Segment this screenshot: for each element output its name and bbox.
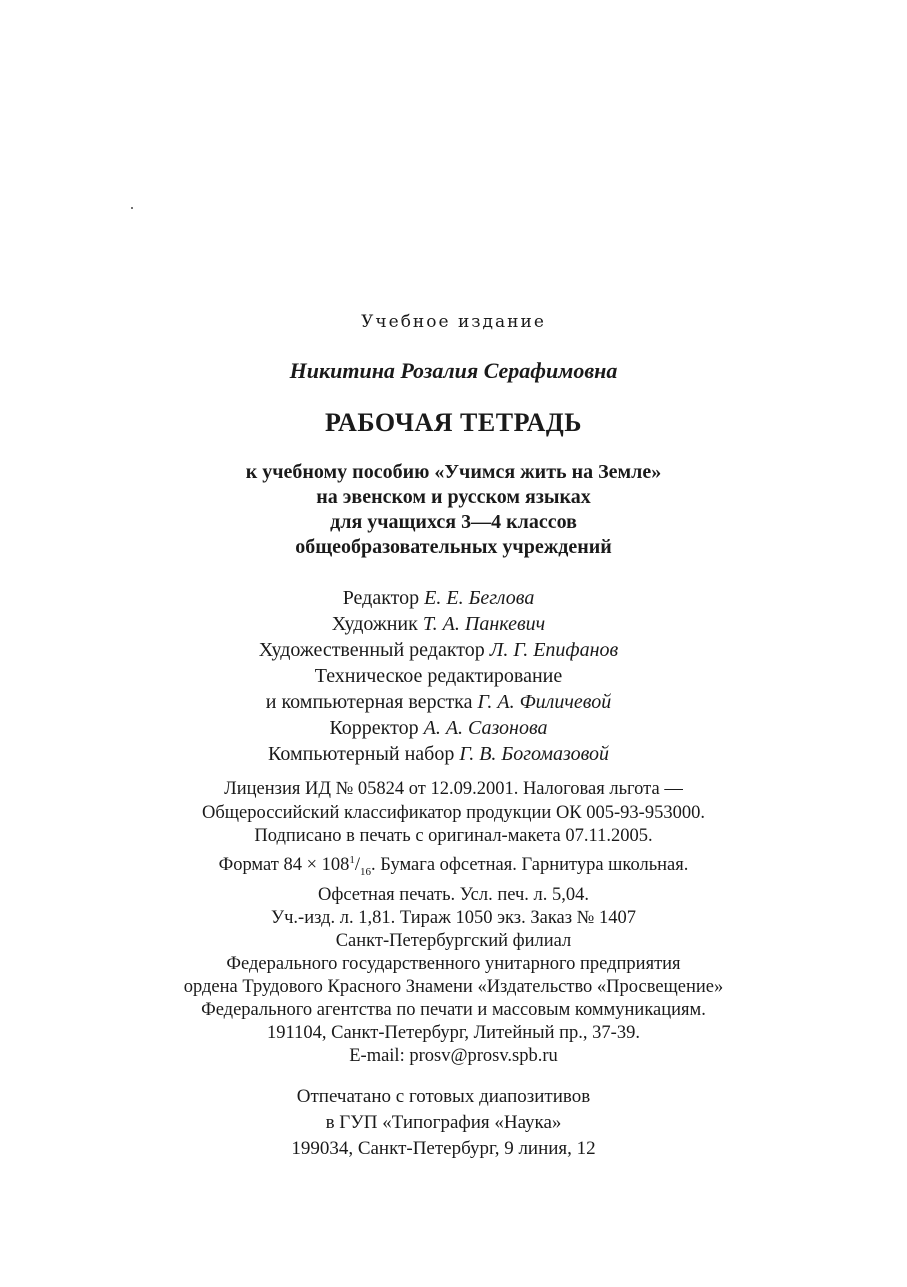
format-sup: 1 — [349, 853, 355, 866]
credit-name: Л. Г. Епифанов — [489, 639, 619, 661]
credit-name: Т. А. Панкевич — [422, 613, 546, 635]
format-prefix: Формат 84 × 108 — [218, 854, 350, 875]
author-name: Никитина Розалия Серафимовна — [289, 358, 618, 383]
credit-line — [0, 611, 892, 637]
printer-line: 199034, Санкт-Петербург, 9 линия, 12 — [291, 1138, 596, 1159]
print-line: Офсетная печать. Усл. печ. л. 5,04. — [317, 884, 590, 905]
edition-type: Учебное издание — [361, 312, 546, 332]
classifier-line: Общероссийский классификатор продукции ОК 005-93-953000. — [202, 802, 705, 823]
credit-line — [0, 715, 892, 741]
signed-line: Подписано в печать с оригинал-макета 07.11.2005. — [254, 826, 653, 846]
publisher-info — [0, 930, 907, 1068]
credit-line — [0, 585, 892, 611]
credit-line — [0, 689, 892, 715]
publisher-line: Санкт-Петербургский филиал — [335, 931, 572, 951]
credit-role: Редактор — [342, 587, 420, 609]
credit-name: Г. В. Богомазовой — [459, 743, 609, 765]
credits — [0, 585, 892, 767]
format-suffix: . Бумага офсетная. Гарнитура школьная. — [371, 854, 689, 875]
printer-line: Отпечатано с готовых диапозитивов — [296, 1086, 591, 1107]
credit-name: Е. Е. Беглова — [424, 587, 535, 609]
subtitle — [0, 460, 907, 560]
credit-line — [0, 741, 892, 767]
publication-info — [0, 778, 907, 931]
subtitle-line: к учебному пособию «Учимся жить на Земле» — [245, 461, 662, 483]
credit-line — [0, 637, 892, 663]
credit-name: Г. А. Филичевой — [477, 691, 612, 713]
run-line: Уч.-изд. л. 1,81. Тираж 1050 экз. Заказ № 1407 — [271, 908, 636, 929]
subtitle-line: общеобразовательных учреждений — [295, 536, 612, 558]
printer-info — [0, 1084, 897, 1162]
credit-line — [0, 663, 892, 689]
credit-role: и компьютерная верстка — [265, 691, 473, 713]
format-sub: 16 — [360, 865, 372, 878]
credit-role: Компьютерный набор — [268, 743, 455, 765]
license-line: Лицензия ИД № 05824 от 12.09.2001. Налоговая льгота — — [224, 779, 683, 799]
publisher-line: Федерального агентства по печати и массовым коммуникациям. — [201, 1000, 706, 1020]
credit-role: Техническое редактирование — [314, 665, 563, 687]
publisher-email: E-mail: prosv@prosv.spb.ru — [349, 1046, 558, 1066]
publisher-line: ордена Трудового Красного Знамени «Издательство «Просвещение» — [183, 977, 724, 997]
credit-role: Корректор — [329, 717, 419, 739]
subtitle-line: для учащихся 3—4 классов — [330, 511, 577, 533]
credit-name: А. А. Сазонова — [423, 717, 548, 739]
publisher-address: 191104, Санкт-Петербург, Литейный пр., 37-39. — [267, 1023, 640, 1043]
book-title: РАБОЧАЯ ТЕТРАДЬ — [325, 408, 582, 437]
format-line — [0, 849, 907, 884]
credit-role: Художник — [331, 613, 418, 635]
printer-line: в ГУП «Типография «Наука» — [325, 1112, 562, 1133]
subtitle-line: на эвенском и русском языках — [316, 486, 591, 508]
publisher-line: Федерального государственного унитарного предприятия — [226, 954, 681, 974]
scan-speck — [131, 207, 133, 209]
credit-role: Художественный редактор — [258, 639, 485, 661]
format-slash: / — [354, 854, 361, 875]
